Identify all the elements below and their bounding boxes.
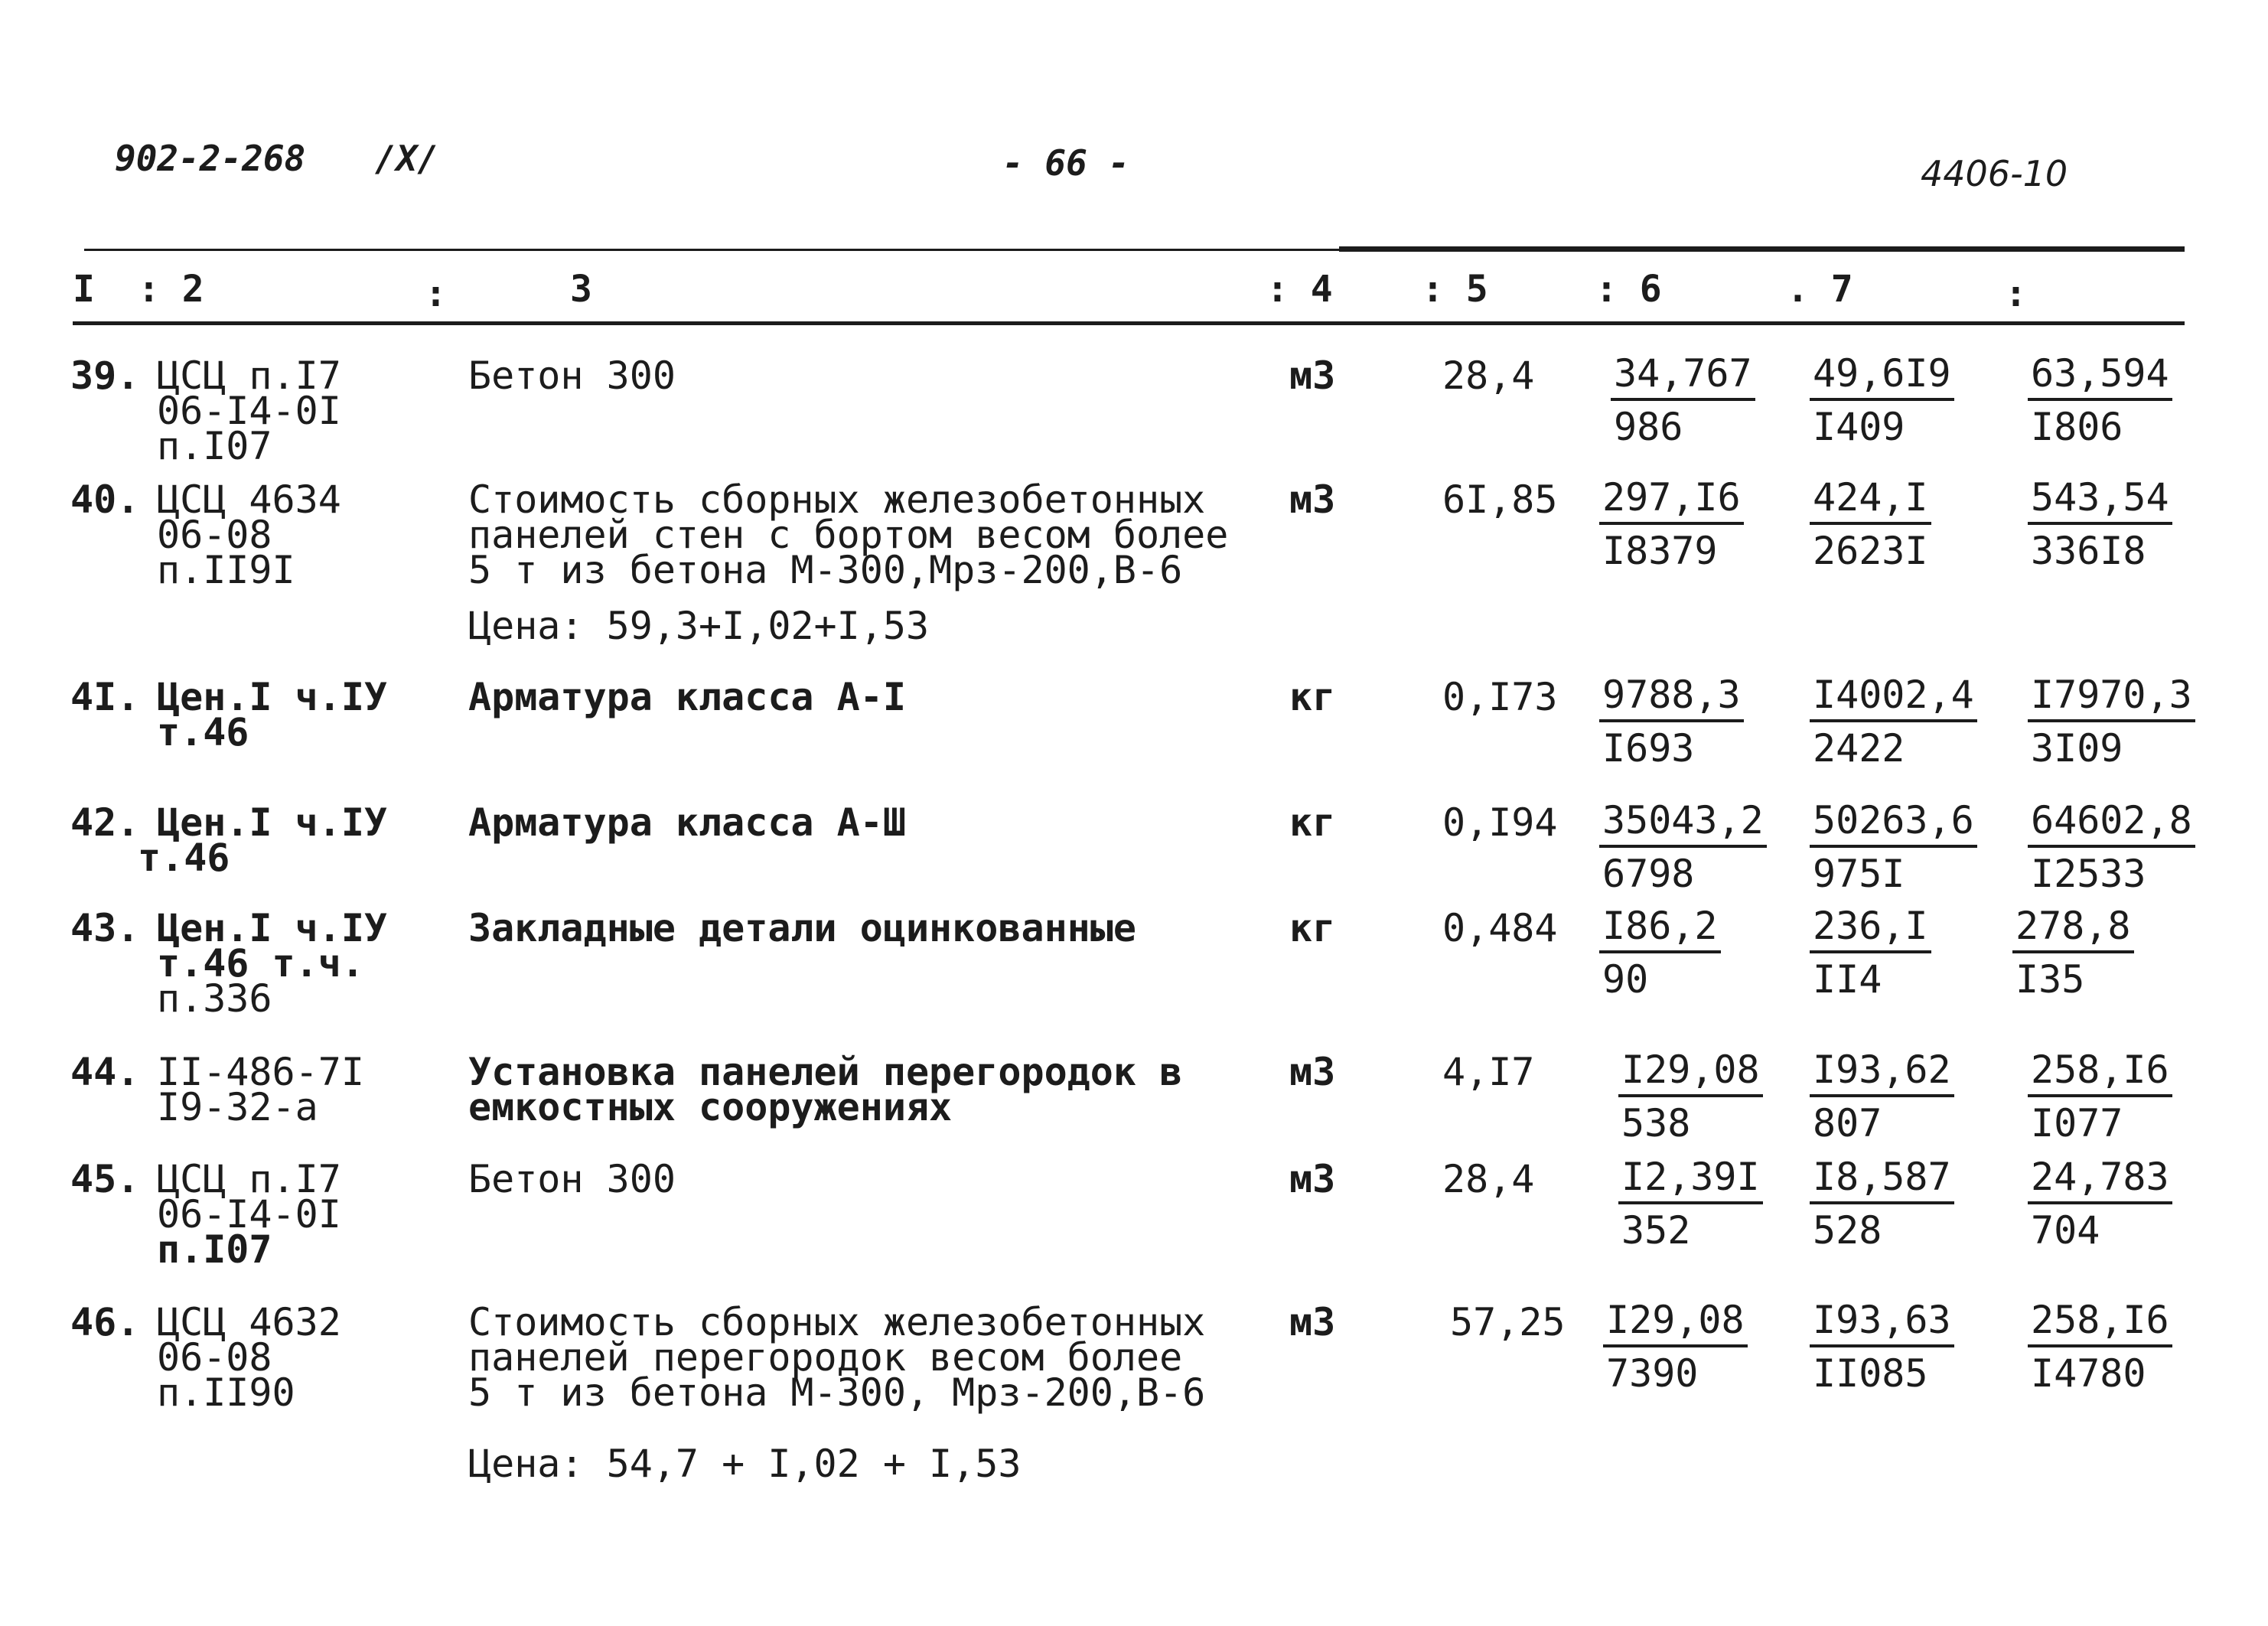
cost-unit-value: 34,767 xyxy=(1611,354,1755,401)
row-price-formula: Цена: 59,3+I,02+I,53 xyxy=(468,604,930,648)
row-price-formula: Цена: 54,7 + I,02 + I,53 xyxy=(468,1442,1022,1486)
cost-unit-value: I29,08 xyxy=(1603,1300,1748,1347)
row-cost-7 xyxy=(1810,1155,1954,1253)
row-cost-6 xyxy=(1611,351,1755,449)
row-unit: кг xyxy=(1289,906,1336,950)
row-number: 4I. xyxy=(70,675,140,719)
row-cost-7 xyxy=(1810,351,1954,449)
cost-total-value: I4780 xyxy=(2031,1351,2146,1396)
cost-unit-value: I2,39I xyxy=(1618,1157,1763,1204)
row-quantity: 28,4 xyxy=(1442,1157,1535,1201)
cost-unit-value: 49,6I9 xyxy=(1810,354,1954,401)
cost-total-value: 2422 xyxy=(1813,726,1905,771)
cost-total-value: 975I xyxy=(1813,852,1905,896)
cost-total-value: I693 xyxy=(1602,726,1695,771)
row-cost-8 xyxy=(2028,477,2172,571)
row-ref-line: т.46 т.ч. xyxy=(157,941,364,986)
row-cost-8 xyxy=(2012,904,2134,1002)
col-header-sep: : xyxy=(425,272,447,315)
cost-total-value: 336I8 xyxy=(2031,529,2146,573)
cost-unit-value: I93,63 xyxy=(1810,1300,1954,1347)
row-name-line: 5 т из бетона М-300, Мрз-200,В-6 xyxy=(468,1370,1206,1415)
row-number: 40. xyxy=(70,477,140,522)
row-quantity: 28,4 xyxy=(1442,354,1535,398)
col-header-5: : 5 xyxy=(1422,268,1488,311)
cost-total-value: I806 xyxy=(2031,405,2123,449)
row-cost-6 xyxy=(1599,673,1744,771)
cost-unit-value: 258,I6 xyxy=(2028,1050,2172,1097)
row-name-line: Стоимость сборных железобетонных xyxy=(468,477,1206,522)
row-ref-line: 06-I4-0I xyxy=(157,1192,341,1237)
cost-unit-value: I29,08 xyxy=(1618,1050,1763,1097)
row-cost-8 xyxy=(2028,351,2172,449)
col-header-6: : 6 xyxy=(1595,268,1662,311)
row-unit: м3 xyxy=(1289,1050,1336,1094)
row-name-line: Бетон 300 xyxy=(468,1157,676,1201)
sheet-code: 4406-10 xyxy=(1921,153,2068,194)
col-header-2: : 2 xyxy=(138,268,204,311)
cost-total-value: 352 xyxy=(1621,1208,1691,1253)
row-cost-8 xyxy=(2028,673,2195,771)
row-cost-6 xyxy=(1599,477,1744,571)
cost-total-value: 528 xyxy=(1813,1208,1882,1253)
document-code: 902-2-268 xyxy=(115,138,306,179)
cost-unit-value: 24,783 xyxy=(2028,1157,2172,1204)
row-ref-line: ЦСЦ п.I7 xyxy=(157,354,341,398)
row-ref-line: 06-08 xyxy=(157,513,272,557)
cost-unit-value: 9788,3 xyxy=(1599,675,1744,722)
cost-total-value: I8379 xyxy=(1602,529,1718,573)
cost-unit-value: I7970,3 xyxy=(2028,675,2195,722)
row-quantity: 57,25 xyxy=(1450,1300,1566,1344)
row-cost-6 xyxy=(1603,1298,1748,1396)
row-name-line: панелей перегородок весом более xyxy=(468,1335,1183,1380)
cost-unit-value: 543,54 xyxy=(2028,477,2172,525)
cost-unit-value: 297,I6 xyxy=(1599,477,1744,525)
cost-unit-value: 50263,6 xyxy=(1810,800,1977,848)
row-name-line: Арматура класса А-Ш xyxy=(468,800,906,845)
row-ref-line: п.II90 xyxy=(157,1370,295,1415)
cost-unit-value: I86,2 xyxy=(1599,906,1721,953)
row-cost-7 xyxy=(1810,800,1977,894)
row-cost-6 xyxy=(1599,800,1767,894)
row-name-line: панелей стен с бортом весом более xyxy=(468,513,1229,557)
row-unit: кг xyxy=(1289,800,1336,845)
row-ref-line: Цен.I ч.IУ xyxy=(157,800,388,845)
row-ref-line: 06-08 xyxy=(157,1335,272,1380)
row-cost-8 xyxy=(2028,1155,2172,1253)
row-cost-8 xyxy=(2028,1050,2172,1143)
cost-total-value: I35 xyxy=(2015,957,2085,1002)
col-header-7: . 7 xyxy=(1787,268,1853,311)
row-ref-line: т.46 xyxy=(157,710,249,754)
row-cost-8 xyxy=(2028,800,2195,894)
row-cost-7 xyxy=(1810,1298,1954,1396)
row-quantity: 4,I7 xyxy=(1442,1050,1535,1094)
row-name-line: Установка панелей перегородок в xyxy=(468,1050,1183,1094)
cost-unit-value: 64602,8 xyxy=(2028,800,2195,848)
row-name-line: Арматура класса А-I xyxy=(468,675,906,719)
row-ref-line: ЦСЦ 4632 xyxy=(157,1300,341,1344)
cost-total-value: I077 xyxy=(2031,1101,2123,1145)
row-number: 42. xyxy=(70,800,140,845)
cost-total-value: 90 xyxy=(1602,957,1649,1002)
row-number: 45. xyxy=(70,1157,140,1201)
row-ref-line: 06-I4-0I xyxy=(157,389,341,433)
row-unit: м3 xyxy=(1289,1157,1336,1201)
row-unit: м3 xyxy=(1289,477,1336,522)
row-number: 46. xyxy=(70,1300,140,1344)
row-quantity: 0,484 xyxy=(1442,906,1558,950)
album-number: /X/ xyxy=(375,138,439,179)
row-ref-line: Цен.I ч.IУ xyxy=(157,675,388,719)
cost-unit-value: 278,8 xyxy=(2012,906,2134,953)
row-quantity: 6I,85 xyxy=(1442,477,1558,522)
col-header-8: : xyxy=(2005,272,2027,315)
col-header-4: : 4 xyxy=(1266,268,1333,311)
row-cost-6 xyxy=(1618,1155,1763,1253)
row-name-line: Стоимость сборных железобетонных xyxy=(468,1300,1206,1344)
cost-unit-value: 35043,2 xyxy=(1599,800,1767,848)
row-ref-line: т.46 xyxy=(138,836,230,880)
row-cost-7 xyxy=(1810,477,1931,571)
row-name-line: Закладные детали оцинкованные xyxy=(468,906,1136,950)
row-ref-line: п.I07 xyxy=(157,1227,272,1272)
cost-total-value: II085 xyxy=(1813,1351,1928,1396)
table-header-rule xyxy=(73,321,2185,325)
row-unit: кг xyxy=(1289,675,1336,719)
row-cost-6 xyxy=(1599,904,1721,1002)
row-unit: м3 xyxy=(1289,354,1336,398)
cost-unit-value: 424,I xyxy=(1810,477,1931,525)
row-quantity: 0,I73 xyxy=(1442,675,1558,719)
row-cost-7 xyxy=(1810,904,1931,1002)
row-ref-line: II-486-7I xyxy=(157,1050,364,1094)
cost-unit-value: 63,594 xyxy=(2028,354,2172,401)
row-ref-line: п.336 xyxy=(157,976,272,1021)
cost-total-value: 3I09 xyxy=(2031,726,2123,771)
row-ref-line: п.I07 xyxy=(157,424,272,468)
cost-total-value: 807 xyxy=(1813,1101,1882,1145)
row-cost-7 xyxy=(1810,1050,1954,1143)
row-ref-line: ЦСЦ 4634 xyxy=(157,477,341,522)
cost-total-value: 986 xyxy=(1614,405,1683,449)
row-name-line: 5 т из бетона М-300,Мрз-200,В-6 xyxy=(468,548,1183,592)
row-number: 39. xyxy=(70,354,140,398)
cost-total-value: 7390 xyxy=(1606,1351,1699,1396)
row-cost-6 xyxy=(1618,1050,1763,1143)
page-number: - 66 - xyxy=(1002,142,1130,184)
cost-total-value: I2533 xyxy=(2031,852,2146,896)
row-cost-7 xyxy=(1810,673,1977,771)
cost-unit-value: I93,62 xyxy=(1810,1050,1954,1097)
col-header-1: I xyxy=(73,268,95,311)
row-name-line: емкостных сооружениях xyxy=(468,1085,953,1129)
cost-total-value: 704 xyxy=(2031,1208,2100,1253)
row-ref-line: п.II9I xyxy=(157,548,295,592)
cost-unit-value: I8,587 xyxy=(1810,1157,1954,1204)
row-ref-line: I9-32-а xyxy=(157,1085,318,1129)
row-cost-8 xyxy=(2028,1298,2172,1396)
col-header-3: 3 xyxy=(570,268,592,311)
cost-total-value: I409 xyxy=(1813,405,1905,449)
row-quantity: 0,I94 xyxy=(1442,800,1558,845)
cost-total-value: 6798 xyxy=(1602,852,1695,896)
cost-unit-value: 236,I xyxy=(1810,906,1931,953)
row-ref-line: ЦСЦ п.I7 xyxy=(157,1157,341,1201)
table-top-rule-thick xyxy=(1339,246,2185,252)
row-number: 43. xyxy=(70,906,140,950)
cost-unit-value: I4002,4 xyxy=(1810,675,1977,722)
cost-total-value: 538 xyxy=(1621,1101,1691,1145)
row-unit: м3 xyxy=(1289,1300,1336,1344)
cost-total-value: 2623I xyxy=(1813,529,1928,573)
row-ref-line: Цен.I ч.IУ xyxy=(157,906,388,950)
row-name-line: Бетон 300 xyxy=(468,354,676,398)
row-number: 44. xyxy=(70,1050,140,1094)
cost-unit-value: 258,I6 xyxy=(2028,1300,2172,1347)
cost-total-value: II4 xyxy=(1813,957,1882,1002)
